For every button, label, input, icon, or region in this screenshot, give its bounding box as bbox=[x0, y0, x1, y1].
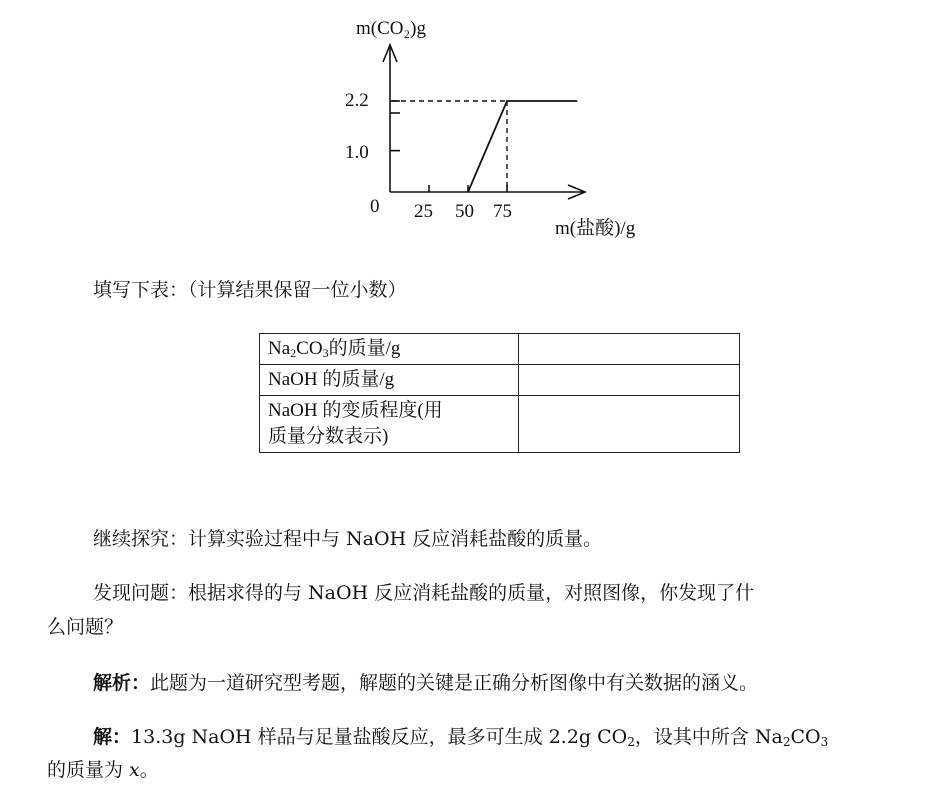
answer-cell-deterioration[interactable] bbox=[519, 396, 740, 453]
discover-problem-line2: 么问题？ bbox=[47, 616, 124, 638]
continue-exploration: 继续探究：计算实验过程中与 NaOH 反应消耗盐酸的质量。 bbox=[93, 528, 603, 550]
y-axis-label: m(CO₂)g bbox=[356, 18, 426, 39]
series-line-0 bbox=[468, 101, 577, 192]
y-tick-label-2-2: 2.2 bbox=[345, 90, 369, 111]
x-axis-label: m(盐酸)/g bbox=[555, 218, 636, 239]
results-table bbox=[259, 333, 740, 453]
x-tick-label-75: 75 bbox=[493, 201, 512, 222]
row-label-naoh-mass: NaOH 的质量/g bbox=[260, 365, 519, 396]
variable-x: x bbox=[129, 759, 140, 781]
x-tick-label-50: 50 bbox=[455, 201, 474, 222]
x-tick-label-25: 25 bbox=[414, 201, 433, 222]
table-instruction: 填写下表：（计算结果保留一位小数） bbox=[93, 279, 407, 301]
discover-problem-line1: 发现问题：根据求得的与 NaOH 反应消耗盐酸的质量，对照图像，你发现了什 bbox=[93, 582, 755, 604]
answer-cell-naoh[interactable] bbox=[519, 365, 740, 396]
y-tick-label-1-0: 1.0 bbox=[345, 142, 369, 163]
row-label-na2co3-mass: $Na_2CO_3$的质量/g bbox=[260, 334, 519, 365]
solution-heading: 解： bbox=[93, 726, 132, 748]
solution-line2: 的质量为 x。 bbox=[47, 759, 159, 781]
solution-line1: 解：13.3g NaOH 样品与足量盐酸反应，最多可生成 2.2g $CO_2$，设其中所含 $Na_2CO_3$ bbox=[93, 726, 829, 749]
chart-marks bbox=[392, 101, 577, 192]
table-row-na2co3 bbox=[260, 334, 740, 365]
answer-cell-na2co3[interactable] bbox=[519, 334, 740, 365]
table-row-naoh bbox=[260, 365, 740, 396]
co2-vs-hcl-graph bbox=[0, 0, 938, 270]
row-label-deterioration: NaOH 的变质程度(用 质量分数表示) bbox=[260, 396, 519, 453]
analysis-paragraph bbox=[93, 671, 758, 695]
table-row-deterioration bbox=[260, 396, 740, 453]
origin-label: 0 bbox=[370, 196, 380, 217]
analysis-heading: 解析： bbox=[93, 672, 151, 694]
analysis-text: 此题为一道研究型考题，解题的关键是正确分析图像中有关数据的涵义。 bbox=[150, 672, 759, 694]
axes bbox=[383, 45, 585, 199]
